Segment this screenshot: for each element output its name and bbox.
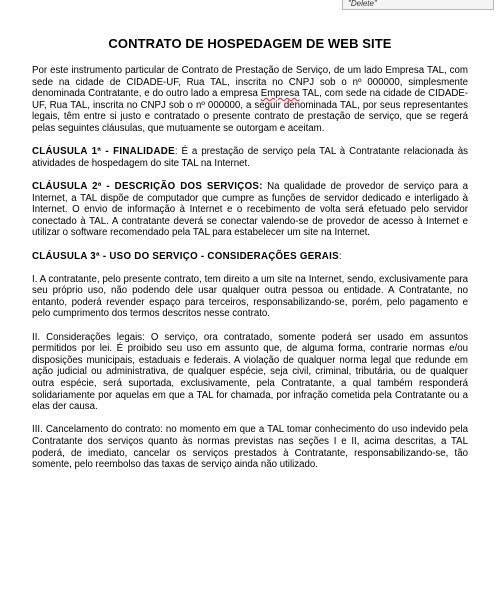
clause2-paragraph (32, 181, 468, 239)
delete-tag[interactable]: "Delete" (342, 0, 494, 10)
intro-paragraph (32, 65, 468, 135)
intro-text-part2: TAL, com sede na cidade de CIDADE-UF, Rua TAL, inscrita no CNPJ sob o nº 000000, a seguir denominada TAL, por seus representantes legais, têm entre si justo e contratado o presente contrato de prestação de serviço, que se regerá pelas seguintes cláusulas, que mutuamente se outorgam e aceitam. (32, 88, 469, 134)
clause1-text: : É a prestação de serviço pela TAL à Contratante relacionada às atividades de hospedagem do site TAL na Internet. (32, 146, 468, 169)
spellcheck-flagged-word[interactable]: Empresa (260, 88, 300, 100)
clause1-paragraph (32, 146, 468, 169)
clause3-heading-suffix: : (338, 250, 342, 262)
document-title: CONTRATO DE HOSPEDAGEM DE WEB SITE (108, 36, 392, 51)
clause1-heading: CLÁUSULA 1ª - FINALIDADE (32, 146, 175, 158)
clause3-item1: I. A contratante, pelo presente contrato, tem direito a um site na Internet, sendo, exclusivamente para seu próprio uso, não podendo dele usar qualquer outra pessoa ou entidade. A Contratante, no entanto, poderá revender espaço para terceiros, responsabilizando-se, porém, pelo pagamento e pelo cumprimento dos termos descritos nesse contrato. (32, 273, 468, 320)
clause3-item3: III. Cancelamento do contrato: no momento em que a TAL tomar conhecimento do uso indevido pela Contratante dos serviços quanto às normas previstas nas seções I e II, acima descritas, a TAL poderá, de imediato, cancelar os serviços prestados à Contratante, responsabilizando-se, tão somente, pelo reembolso das taxas de serviço ainda não utilizado. (32, 424, 468, 471)
clause3-heading-paragraph (32, 251, 468, 263)
clause3-item2: II. Considerações legais: O serviço, ora contratado, somente poderá ser usado em assuntos permitidos por lei. É proibido seu uso em assunto que, de alguma forma, contrarie normas e/ou disposições municipais, estaduais e federais. A violação de qualquer norma legal que redunde em ação judicial ou administrativa, de qualquer espécie, seja civil, criminal, tributária, ou de qualquer outra espécie, será suportada, exclusivamente, pela Contratante, a qual também responderá solidariamente por aquelas em que a TAL for chamada, por infração cometida pela Contratante ou a elas der causa. (32, 331, 468, 413)
document-body (32, 65, 468, 471)
clause3-heading: CLÁUSULA 3ª - USO DO SERVIÇO - CONSIDERAÇÕES GERAIS (32, 250, 339, 262)
intro-text-part1: Por este instrumento particular de Contrato de Prestação de Serviço, de um lado Empresa TAL, com sede na cidade de CIDADE-UF, Rua TAL, inscrita no CNPJ sob o nº 000000, simplesmente denominada Contratante, e do outro lado a empresa (32, 65, 468, 100)
clause2-text: Na qualidade de provedor de serviço para a Internet, a TAL dispõe de computador que cumpre as funções de servidor dedicado e interligado à Internet. O envio de informação à Internet e o recebimento de volta será efetuado pelo servidor conectado à TAL. A contratante deverá se conectar valendo-se de provedor de acesso à Internet e utilizar o software recomendado pela TAL para estabelecer um site na Internet. (32, 180, 468, 239)
clause2-heading: CLÁUSULA 2ª - DESCRIÇÃO DOS SERVIÇOS: (32, 180, 263, 192)
